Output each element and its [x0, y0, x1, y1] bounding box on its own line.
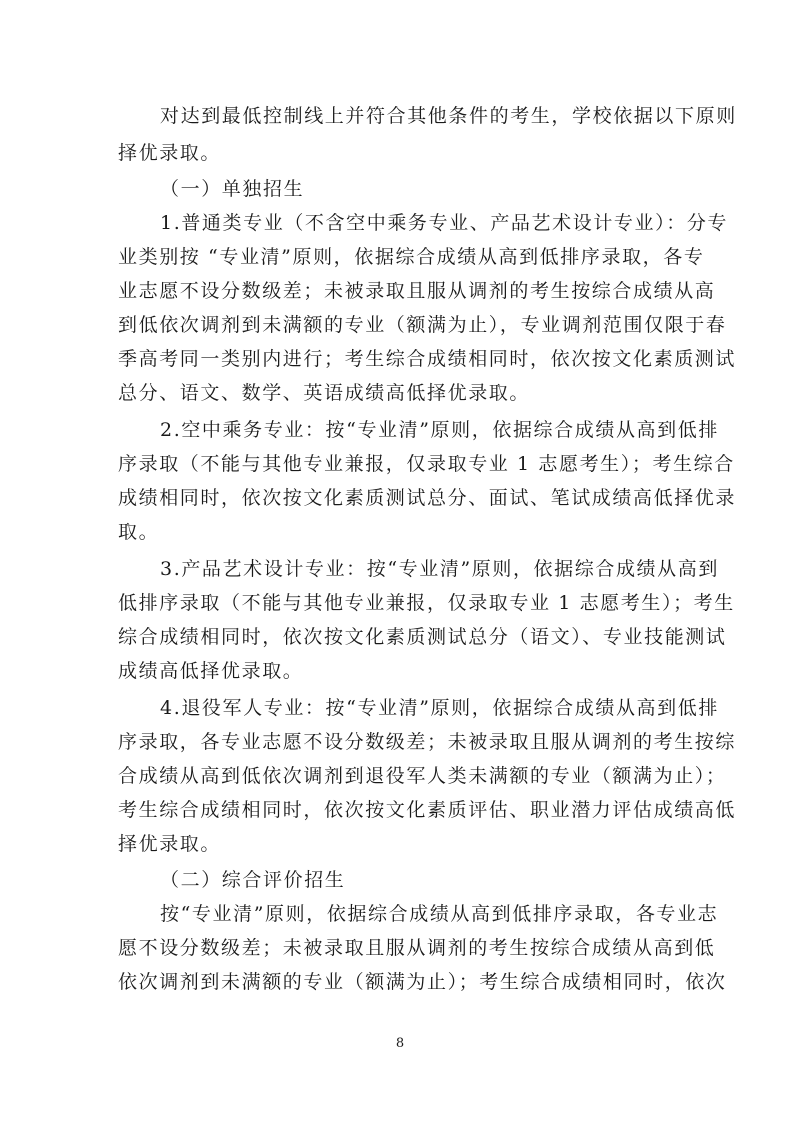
section-heading: （二）综合评价招生: [160, 869, 346, 891]
page-number: 8: [395, 1036, 405, 1051]
section-heading: （一）单独招生: [160, 178, 305, 200]
paragraph-line: 低排序录取（不能与其他专业兼报，仅录取专业 1 志愿考生）；考生: [118, 592, 735, 614]
paragraph-line: 对达到最低控制线上并符合其他条件的考生，学校依据以下原则: [160, 105, 737, 127]
paragraph-line: 愿不设分数级差；未被录取且服从调剂的考生按综合成绩从高到低: [118, 937, 716, 959]
paragraph-line: 2.空中乘务专业：按“专业清”原则，依据综合成绩从高到低排: [160, 419, 719, 441]
paragraph-line: 到低依次调剂到未满额的专业（额满为止），专业调剂范围仅限于春: [118, 314, 727, 336]
paragraph-line: 3.产品艺术设计专业：按“专业清”原则，依据综合成绩从高到: [160, 558, 719, 580]
paragraph-line: 4.退役军人专业：按“专业清”原则，依据综合成绩从高到低排: [160, 697, 719, 719]
paragraph-line: 依次调剂到未满额的专业（额满为止）；考生综合成绩相同时，依次: [118, 971, 727, 993]
paragraph-line: 总分、语文、数学、英语成绩高低择优录取。: [118, 382, 531, 404]
paragraph-line: 序录取，各专业志愿不设分数级差；未被录取且服从调剂的考生按综: [118, 731, 737, 753]
paragraph-line: 取。: [118, 521, 160, 543]
paragraph-line: 考生综合成绩相同时，依次按文化素质评估、职业潜力评估成绩高低: [118, 799, 737, 821]
paragraph-line: 综合成绩相同时，依次按文化素质测试总分（语文）、专业技能测试: [118, 626, 727, 648]
paragraph-line: 业志愿不设分数级差；未被录取且服从调剂的考生按综合成绩从高: [118, 280, 716, 302]
paragraph-line: 季高考同一类别内进行；考生综合成绩相同时，依次按文化素质测试: [118, 348, 737, 370]
paragraph-line: 1.普通类专业（不含空中乘务专业、产品艺术设计专业）：分专: [160, 212, 729, 234]
paragraph-line: 成绩相同时，依次按文化素质测试总分、面试、笔试成绩高低择优录: [118, 487, 737, 509]
paragraph-line: 按“专业清”原则，依据综合成绩从高到低排序录取，各专业志: [160, 903, 719, 925]
paragraph-line: 序录取（不能与其他专业兼报，仅录取专业 1 志愿考生）；考生综合: [118, 453, 735, 475]
paragraph-line: 业类别按 “专业清”原则，依据综合成绩从高到低排序录取，各专: [118, 246, 705, 268]
paragraph-line: 成绩高低择优录取。: [118, 660, 304, 682]
paragraph-line: 择优录取。: [118, 833, 222, 855]
paragraph-line: 合成绩从高到低依次调剂到退役军人类未满额的专业（额满为止）；: [118, 765, 727, 787]
paragraph-line: 择优录取。: [118, 142, 222, 164]
